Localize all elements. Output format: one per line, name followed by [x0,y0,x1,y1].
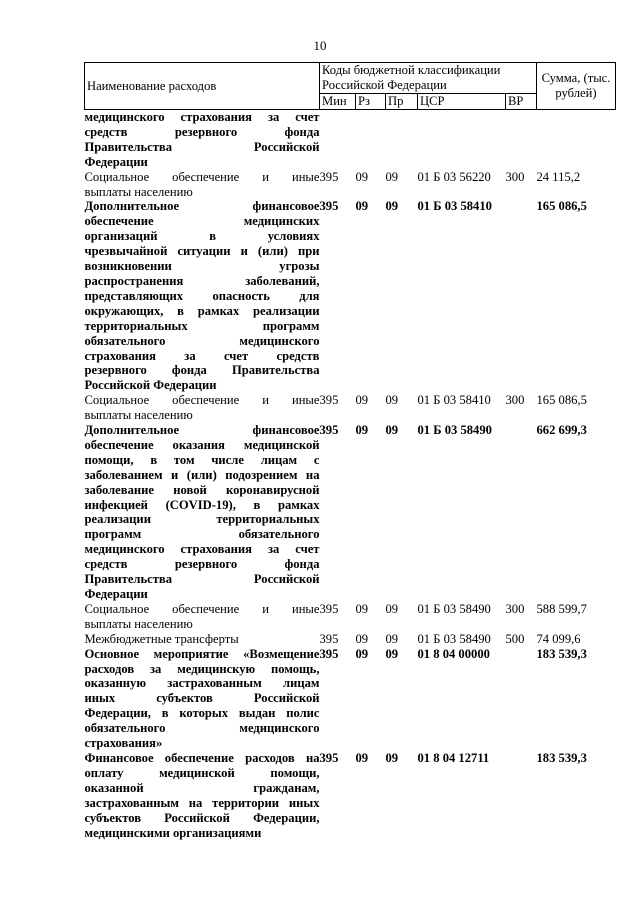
page-number: 10 [313,38,327,53]
expense-name [85,110,320,170]
table-row [85,647,616,751]
code-min: 395 [319,169,339,184]
expense-name-line: инфекцией (COVID-19), в рамках [84,497,320,512]
code-csr [418,110,506,170]
amount: 24 115,2 [536,169,581,184]
code-rz: 09 [355,631,369,646]
code-pr [386,110,418,170]
expense-name-line: выплаты населению [84,408,193,423]
expense-name-line: обязательного медицинского [84,333,320,348]
amount: 183 539,3 [536,750,587,765]
code-min: 395 [319,393,339,408]
amount: 165 086,5 [536,393,587,408]
expense-name-line: обязательного медицинского [84,721,320,736]
code-min: 395 [319,199,339,214]
code-pr: 09 [385,750,399,765]
expense-name-line: субъектов Российской Федерации, [84,810,320,825]
code-pr: 09 [385,646,399,661]
code-rz: 09 [355,423,369,438]
code-rz: 09 [355,601,369,616]
table-body [85,110,616,841]
expenditure-table [84,62,616,840]
expense-name [85,647,320,751]
code-vr [506,110,537,170]
code-csr: 01 Б 03 58490 [417,423,492,438]
expense-name [85,632,320,647]
amount: 183 539,3 [536,646,587,661]
code-min: 395 [319,631,339,646]
expense-name-line: страхования за счет средств [84,348,320,363]
expense-name-line: чрезвычайной ситуации и (или) при [84,244,320,259]
code-rz: 09 [355,393,369,408]
code-min: 395 [319,423,339,438]
code-min: 395 [319,601,339,616]
expense-name-line: Дополнительное финансовое [84,423,320,438]
expense-name-line: оплату медицинской помощи, [84,765,320,780]
amount [537,110,616,170]
amount: 165 086,5 [536,199,587,214]
column-header-rz: Рз [356,94,386,110]
expense-name-line: Социальное обеспечение и иные [84,393,320,408]
expense-name-line: иных субъектов Российской [84,691,320,706]
expense-name-line: Правительства Российской [84,139,320,154]
code-rz: 09 [355,646,369,661]
code-min: 395 [319,646,339,661]
expense-name [85,423,320,602]
column-header-csr: ЦСР [418,94,506,110]
code-rz: 09 [355,199,369,214]
code-rz [356,110,386,170]
table-row [85,393,616,423]
code-pr: 09 [385,601,399,616]
expense-name-line: программ обязательного [84,527,320,542]
expense-name-line: выплаты населению [84,616,193,631]
expense-name-line: Российской Федерации [84,378,217,393]
expense-name-line: распространения заболеваний, [84,273,320,288]
code-vr [506,647,537,751]
column-header-sum: Сумма, (тыс. рублей) [537,63,616,110]
table-row [85,602,616,632]
expense-name-line: обеспечение оказания медицинской [84,437,320,452]
expense-name-line: представляющих опасность для [84,288,320,303]
code-vr [506,199,537,393]
code-csr: 01 Б 03 58410 [417,393,491,408]
table-row [85,632,616,647]
column-header-codes: Коды бюджетной классификации Российской Федерации [320,63,537,94]
expense-name-line: организаций в условиях [84,229,320,244]
expense-name-line: окружающих, в рамках реализации [84,303,320,318]
expense-name [85,393,320,423]
expense-name-line: средств резервного фонда [84,124,320,139]
expense-name-line: реализации территориальных [84,512,320,527]
column-header-min: Мин [320,94,356,110]
expense-name [85,602,320,632]
code-vr [506,423,537,602]
amount: 74 099,6 [536,631,581,646]
expense-name-line: оказанной гражданам, [84,780,320,795]
expense-name-line: Финансовое обеспечение расходов на [84,750,320,765]
expense-name-line: заболевание новой коронавирусной [84,482,320,497]
expense-name-line: обеспечение медицинских [84,214,320,229]
expense-name-line: Межбюджетные трансферты [84,631,239,646]
code-vr: 500 [505,631,525,646]
expense-name-line: выплаты населению [84,184,193,199]
code-vr: 300 [505,169,525,184]
code-pr: 09 [385,423,399,438]
expense-name-line: Социальное обеспечение и иные [84,169,320,184]
expense-name-line: Федерации [84,587,148,601]
table-row [85,110,616,170]
code-csr: 01 Б 03 58490 [417,601,491,616]
expense-name-line: застрахованным на территории иных [84,795,320,810]
code-csr: 01 Б 03 58410 [417,199,492,214]
expense-name-line: возникновении угрозы [84,259,320,274]
expense-name-line: Основное мероприятие «Возмещение [84,646,320,661]
code-pr: 09 [385,631,399,646]
expense-name-line: медицинскими организациями [84,825,262,840]
column-header-name: Наименование расходов [85,63,320,110]
expense-name-line: резервного фонда Правительства [84,363,320,378]
expense-name-line: территориальных программ [84,318,320,333]
code-min: 395 [319,750,339,765]
table-row [85,423,616,602]
expense-name [85,751,320,840]
table-row [85,199,616,393]
code-vr: 300 [505,601,525,616]
expense-name-line: медицинского страхования за счет [84,542,320,557]
expense-name-line: расходов за медицинскую помощь, [84,661,320,676]
expense-name [85,170,320,200]
code-vr [506,751,537,840]
expense-name-line: помощи, в том числе лицам с [84,452,320,467]
expense-name-line: Федерации [84,154,148,169]
code-pr: 09 [385,199,399,214]
column-header-pr: Пр [386,94,418,110]
expense-name-line: медицинского страхования за счет [84,110,320,124]
code-csr: 01 8 04 12711 [417,750,490,765]
code-rz: 09 [355,169,369,184]
code-pr: 09 [385,393,399,408]
table-row [85,751,616,840]
expense-name-line: Правительства Российской [84,572,320,587]
code-min [320,110,356,170]
code-csr: 01 8 04 00000 [417,646,490,661]
expense-name-line: Дополнительное финансовое [84,199,320,214]
expense-name-line: страхования» [84,736,163,751]
code-pr: 09 [385,169,399,184]
code-rz: 09 [355,750,369,765]
expense-name-line: Социальное обеспечение и иные [84,601,320,616]
code-csr: 01 Б 03 56220 [417,169,491,184]
expense-name-line: средств резервного фонда [84,557,320,572]
expense-name-line: Федерации, в которых выдан полис [84,706,320,721]
table-row [85,170,616,200]
amount: 662 699,3 [536,423,587,438]
column-header-vr: ВР [506,94,537,110]
expense-name-line: заболеванием и (или) подозрением на [84,467,320,482]
expense-name [85,199,320,393]
code-vr: 300 [505,393,525,408]
code-csr: 01 Б 03 58490 [417,631,491,646]
amount: 588 599,7 [536,601,587,616]
expense-name-line: оказанную застрахованным лицам [84,676,320,691]
